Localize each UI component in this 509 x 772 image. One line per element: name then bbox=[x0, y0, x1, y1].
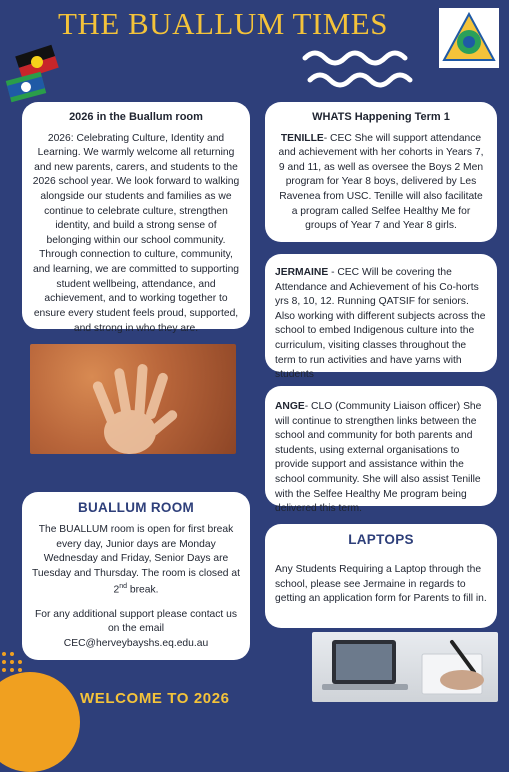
buallum-room-card bbox=[22, 492, 250, 660]
buallum-room-heading: BUALLUM ROOM bbox=[77, 500, 195, 515]
school-crest-icon bbox=[439, 8, 499, 68]
decorative-circle bbox=[0, 672, 80, 772]
intro-body: 2026: Celebrating Culture, Identity and Learning. We warmly welcome all returning and new parents, carers, and students to the 2026 school year. We look forward to walking alongside our students and families as we continue to celebrate culture, strengthen identity, and build a strong sense of belonging within our school community. Through connection to culture, community, and learning, we are committed to supporting student wellbeing, attendance, and achievement, and to working together to ensure every student feels proud, supported, and strong in who they are. bbox=[32, 132, 240, 334]
jermaine-card bbox=[265, 254, 497, 381]
intro-card bbox=[22, 102, 250, 334]
jermaine-name: JERMAINE bbox=[275, 267, 329, 278]
buallum-room-email[interactable]: CEC@herveybayshs.eq.edu.au bbox=[63, 637, 209, 649]
footer-welcome: WELCOME TO 2026 bbox=[80, 690, 230, 707]
laptops-body: Any Students Requiring a Laptop through the school, please see Jermaine in regards to getting an application form for Parents to fill in. bbox=[275, 564, 487, 605]
laptops-card bbox=[265, 524, 497, 628]
whats-happening-heading: WHATS Happening Term 1 bbox=[312, 111, 450, 123]
jermaine-paragraph bbox=[275, 266, 487, 383]
ange-paragraph bbox=[275, 400, 487, 517]
intro-heading: 2026 in the Buallum room bbox=[69, 111, 203, 123]
handprint-image bbox=[30, 344, 236, 454]
laptops-heading: LAPTOPS bbox=[348, 532, 414, 547]
newsletter-title: THE BUALLUM TIMES bbox=[58, 6, 388, 41]
buallum-room-support: For any additional support please contact us on the email bbox=[34, 608, 238, 635]
jermaine-text: - CEC Will be covering the Attendance and Achievement of his Co-horts yrs 8, 10, 12. Running QATSIF for seniors. Also working with different subjects across the school to embed Indigenous culture into the curriculum, visiting classes throughout the term to run activities and have yarns with students bbox=[275, 267, 486, 381]
wave-decoration-icon bbox=[300, 44, 420, 96]
laptop-photo bbox=[312, 632, 498, 702]
tenille-paragraph bbox=[275, 132, 487, 234]
tenille-text: - CEC She will support attendance and achievement with her cohorts in Years 7, 9 and 11, as well as oversee the Boys 2 Men program for Year 8 boys, delivered by Les Ravenea from USC. Tenille will also facilitate a program called Selfee Healthy Me for groups of Year 7 and Year 8 girls. bbox=[278, 132, 484, 232]
ange-text: - CLO (Community Liaison officer) She will continue to strengthen links between the school and community for both parents and students, using external organisations to provide support and assistance within the school community. She will also assist Tenille with the Selfee Healthy Me program being delivered this term. bbox=[275, 401, 482, 515]
ange-name: ANGE bbox=[275, 401, 305, 412]
buallum-room-sup: nd bbox=[119, 582, 128, 590]
tenille-name: TENILLE bbox=[280, 132, 324, 144]
buallum-room-body-start: The BUALLUM room is open for first break every day, Junior days are Monday Wednesday and Friday, Senior Days are Tuesday and Thursday. The room is closed at 2 bbox=[32, 524, 240, 596]
ange-card bbox=[265, 386, 497, 515]
whats-happening-card bbox=[265, 102, 497, 242]
torres-strait-flag-icon bbox=[6, 72, 46, 103]
buallum-room-body-end: break. bbox=[127, 584, 159, 596]
buallum-room-body bbox=[32, 523, 240, 597]
